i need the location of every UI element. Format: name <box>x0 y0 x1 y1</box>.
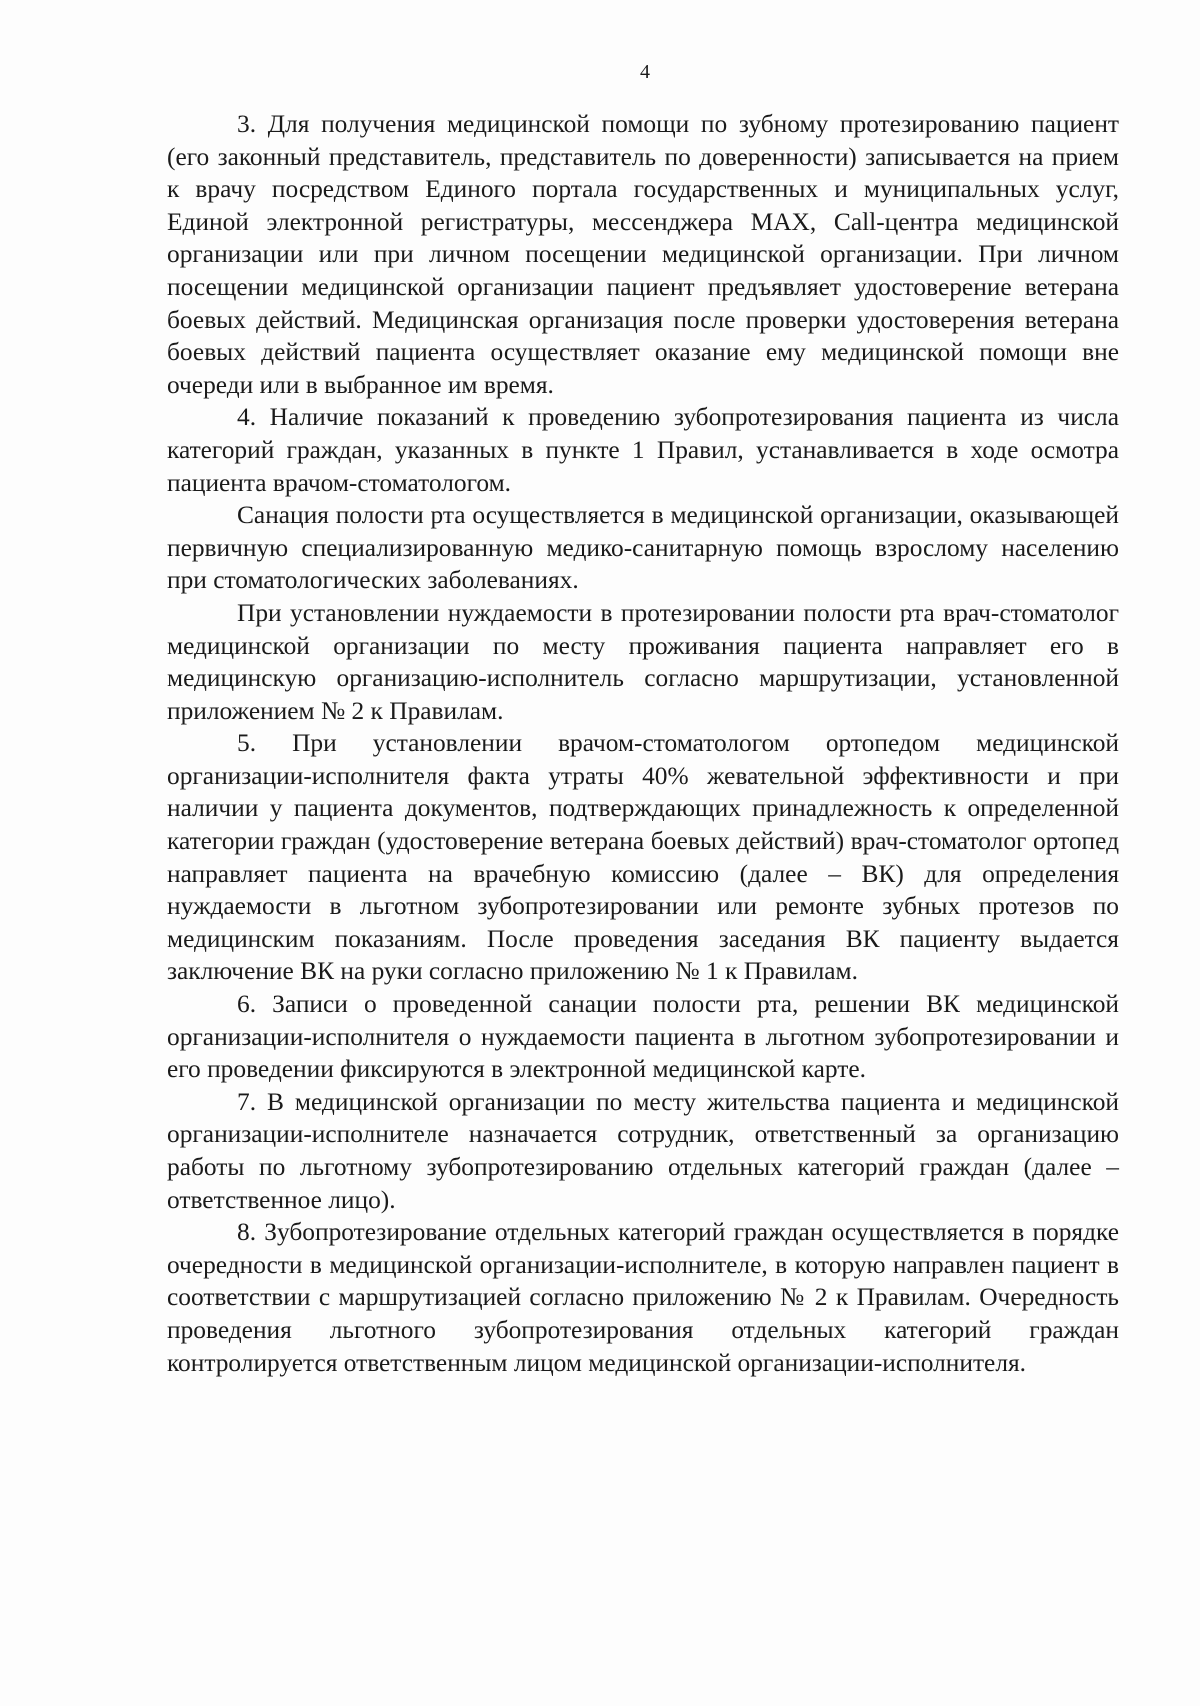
paragraph-sanitation: Санация полости рта осуществляется в медицинской организации, оказывающей первичную специализированную медико-санитарную помощь взрослому населению при стоматологических заболеваниях. <box>167 501 1119 595</box>
paragraph-3: 3. Для получения медицинской помощи по зубному протезированию пациент (его законный представитель, представитель по доверенности) записывается на прием к врачу посредством Единого портала государственных и муниципальных услуг, Единой электронной регистратуры, мессенджера MAX, Call-центра медицинской организации или при личном посещении медицинской организации. При личном посещении медицинской организации пациент предъявляет удостоверение ветерана боевых действий. Медицинская организация после проверки удостоверения ветерана боевых действий пациента осуществляет оказание ему медицинской помощи вне очереди или в выбранное им время. <box>167 110 1119 399</box>
paragraph-4: 4. Наличие показаний к проведению зубопротезирования пациента из числа категорий граждан, указанных в пункте 1 Правил, устанавливается в ходе осмотра пациента врачом-стоматологом. <box>167 403 1119 497</box>
paragraph-8: 8. Зубопротезирование отдельных категорий граждан осуществляется в порядке очередности в медицинской организации-исполнителе, в которую направлен пациент в соответствии с маршрутизацией согласно приложению № 2 к Правилам. Очередность проведения льготного зубопротезирования отдельных категорий граждан контролируется ответственным лицом медицинской организации-исполнителя. <box>167 1218 1119 1377</box>
paragraph-6: 6. Записи о проведенной санации полости рта, решении ВК медицинской организации-исполнителя о нуждаемости пациента в льготном зубопротезировании и его проведении фиксируются в электронной медицинской карте. <box>167 990 1119 1084</box>
paragraph-7: 7. В медицинской организации по месту жительства пациента и медицинской организации-исполнителе назначается сотрудник, ответственный за организацию работы по льготному зубопротезированию отдельных категорий граждан (далее – ответственное лицо). <box>167 1087 1119 1214</box>
document-body <box>167 108 1119 1379</box>
paragraph-5: 5. При установлении врачом-стоматологом ортопедом медицинской организации-исполнителя факта утраты 40% жевательной эффективности и при наличии у пациента документов, подтверждающих принадлежность к определенной категории граждан (удостоверение ветерана боевых действий) врач-стоматолог ортопед направляет пациента на врачебную комиссию (далее – ВК) для определения нуждаемости в льготном зубопротезировании или ремонте зубных протезов по медицинским показаниям. После проведения заседания ВК пациенту выдается заключение ВК на руки согласно приложению № 1 к Правилам. <box>167 729 1119 986</box>
page-number: 4 <box>640 61 650 83</box>
paragraph-referral: При установлении нуждаемости в протезировании полости рта врач-стоматолог медицинской организации по месту проживания пациента направляет его в медицинскую организацию-исполнитель согласно маршрутизации, установленной приложением № 2 к Правилам. <box>167 598 1119 725</box>
